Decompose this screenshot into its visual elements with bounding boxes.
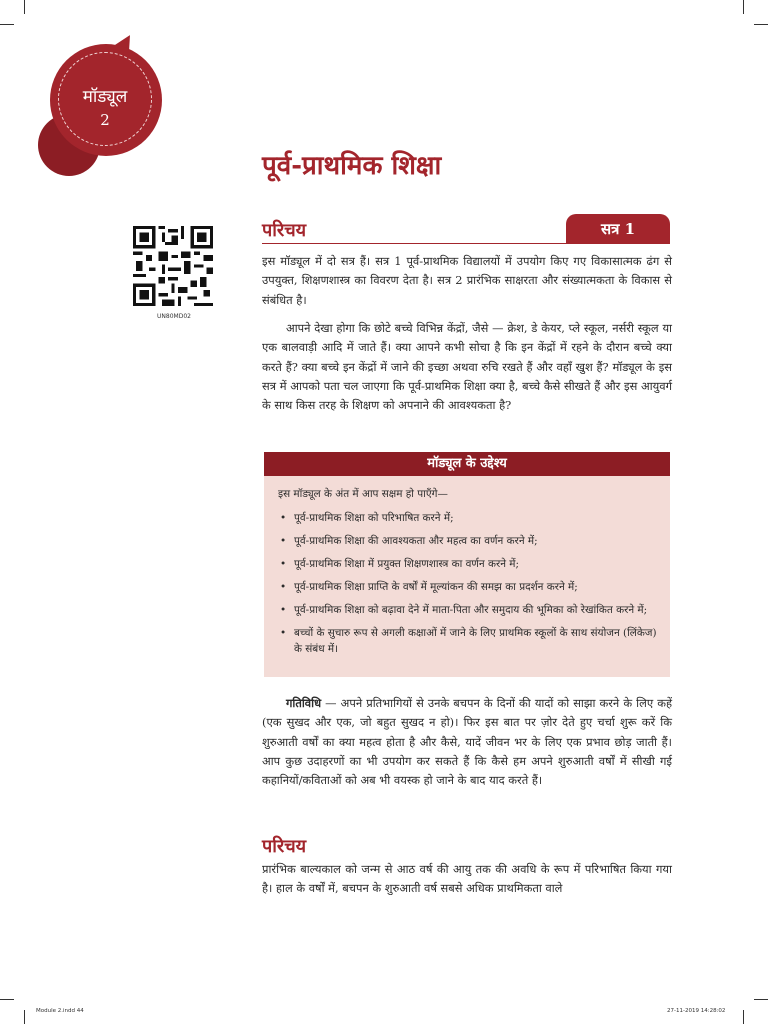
objective-text: पूर्व-प्राथमिक शिक्षा में प्रयुक्त शिक्षणशास्त्र का वर्णन करने में; [294, 558, 519, 570]
intro-paragraph-1: इस मॉड्यूल में दो सत्र हैं। सत्र 1 पूर्व-प्राथमिक विद्यालयों में उपयोग किए गए विकासात्मक ढंग से उपयुक्त, शिक्षणशास्त्र का विवरण देता है। सत्र 2 प्रारंभिक साक्षरता और संख्यात्मकता के विकास से संबंधित है। [262, 254, 672, 307]
bullet: • [280, 558, 287, 570]
session-tab: सत्र 1 [566, 214, 670, 244]
crop-mark [0, 999, 14, 1000]
intro-paragraph-2: आपने देखा होगा कि छोटे बच्चे विभिन्न केंद्रों, जैसे — क्रेश, डे केयर, प्ले स्कूल, नर्सरी स्कूल या एक बालवाड़ी आदि में जाते हैं। क्या आपने कभी सोचा है कि इन केंद्रों में रहने के दौरान बच्चे क्या करते हैं? क्या बच्चे इन केंद्रों में जाने की इच्छा अथवा रुचि रखते हैं और वहाँ खुश हैं? मॉड्यूल के इस सत्र में आपको पता चल जाएगा कि पूर्व-प्राथमिक शिक्षा क्या है, बच्चे कैसे सीखते हैं और इस आयुवर्ग के साथ किस तरह के शिक्षण को अपनाने की आवश्यकता है? [262, 321, 672, 413]
bullet: • [280, 535, 287, 547]
crop-mark [754, 999, 768, 1000]
crop-mark [743, 0, 744, 14]
module-number: 2 [100, 111, 110, 129]
section-heading-intro-2: परिचय [262, 836, 307, 857]
chapter-title: पूर्व-प्राथमिक शिक्षा [262, 151, 442, 181]
qr-code-icon [133, 226, 213, 306]
bullet: • [280, 604, 287, 616]
objectives-heading: मॉड्यूल के उद्देश्य [264, 452, 670, 476]
crop-mark [0, 24, 14, 25]
footer-timestamp: 27-11-2019 14:28:02 [667, 1008, 726, 1014]
objective-text: पूर्व-प्राथमिक शिक्षा को बढ़ावा देने में माता-पिता और समुदाय की भूमिका को रेखांकित करने में; [294, 604, 648, 616]
qr-code-label: UN80MD02 [157, 313, 191, 320]
section-heading-intro: परिचय [262, 220, 307, 241]
crop-mark [24, 0, 25, 14]
objectives-list [278, 510, 662, 664]
activity-lead: गतिविधि [286, 696, 322, 710]
objective-text: पूर्व-प्राथमिक शिक्षा को परिभाषित करने में; [294, 512, 454, 524]
objectives-box [264, 452, 670, 677]
module-label: मॉड्यूल [82, 87, 128, 107]
list-item [278, 602, 662, 618]
bullet: • [280, 627, 287, 639]
list-item [278, 510, 662, 526]
objectives-intro: इस मॉड्यूल के अंत में आप सक्षम हो पाएँगे— [278, 488, 448, 500]
bullet: • [280, 581, 287, 593]
activity-paragraph [262, 694, 672, 790]
crop-mark [24, 1010, 25, 1024]
bullet: • [280, 512, 287, 524]
objective-text: पूर्व-प्राथमिक शिक्षा प्राप्ति के वर्षों में मूल्यांकन की समझ का प्रदर्शन करने में; [294, 581, 578, 593]
crop-mark [754, 24, 768, 25]
objective-text: पूर्व-प्राथमिक शिक्षा की आवश्यकता और महत्व का वर्णन करने में; [294, 535, 538, 547]
footer-file: Module 2.indd 44 [36, 1008, 84, 1014]
list-item [278, 579, 662, 595]
activity-text: — अपने प्रतिभागियों से उनके बचपन के दिनों की यादों को साझा करने के लिए कहें (एक सुखद और एक, जो बहुत सुखद न हो)। फिर इस बात पर ज़ोर देते हुए चर्चा शुरू करें कि शुरुआती वर्षों का क्या महत्व होता है और कैसे, यादें जीवन भर के लिए एक प्रभाव छोड़ जाती हैं। आप कुछ उदाहरणों का भी उपयोग कर सकते हैं कि कैसे हम अपने शुरुआती वर्षों में सीखी गई कहानियों/कविताओं को अब भी वयस्क हो जाने के बाद याद करते हैं। [262, 696, 672, 788]
intro-paragraph-3: प्रारंभिक बाल्यकाल को जन्म से आठ वर्ष की आयु तक की अवधि के रूप में परिभाषित किया गया है। हाल के वर्षों में, बचपन के शुरुआती वर्ष सबसे अधिक प्राथमिकता वाले [262, 862, 672, 896]
module-badge [30, 34, 170, 174]
crop-mark [743, 1010, 744, 1024]
list-item [278, 533, 662, 549]
list-item [278, 625, 662, 657]
section-rule [262, 243, 670, 244]
list-item [278, 556, 662, 572]
objective-text: बच्चों के सुचारु रूप से अगली कक्षाओं में जाने के लिए प्राथमिक स्कूलों के साथ संयोजन (लिंकेज) के संबंध में। [294, 627, 657, 655]
